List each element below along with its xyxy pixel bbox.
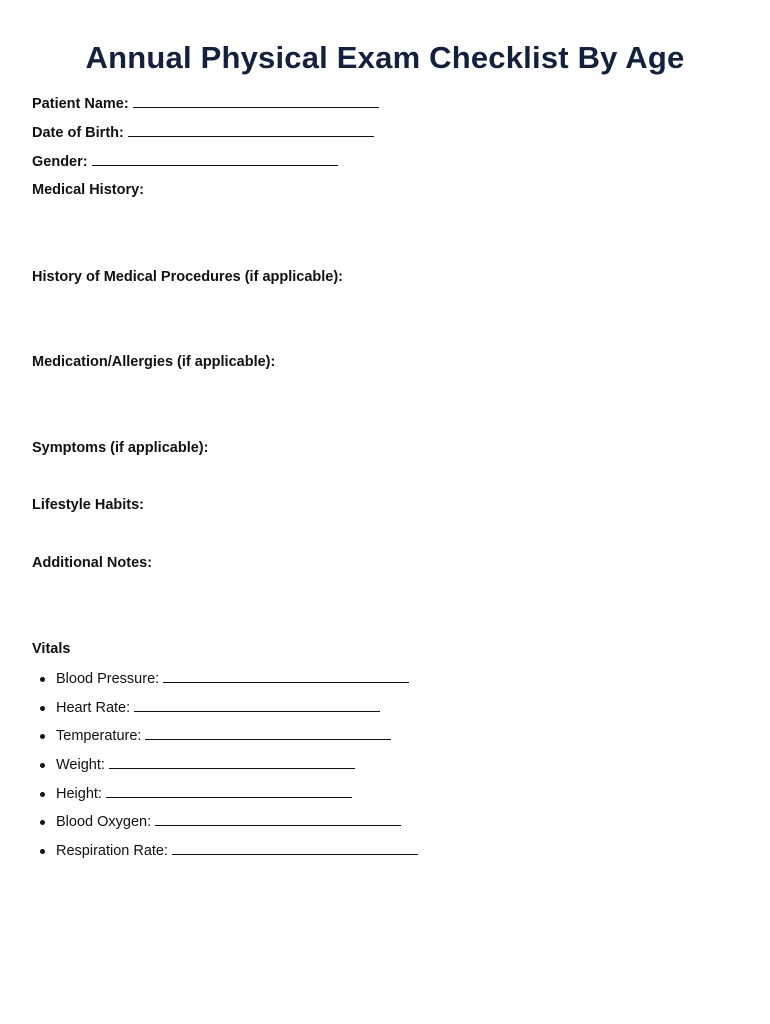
vitals-item-weight [32,756,418,785]
bullet-icon [40,706,45,711]
vitals-item-height [32,785,418,814]
vitals-list [32,670,418,871]
weight-blank[interactable] [109,756,355,769]
notes-heading: Additional Notes: [32,555,153,571]
date-of-birth-label: Date of Birth: [32,125,124,141]
vitals-label: Blood Oxygen: [56,814,152,831]
lifestyle-heading: Lifestyle Habits: [32,497,144,513]
date-of-birth-field [32,124,374,142]
vitals-item-temperature [32,727,418,756]
bullet-icon [40,677,45,682]
blood-pressure-blank[interactable] [163,670,409,683]
blood-oxygen-blank[interactable] [155,813,401,826]
gender-label: Gender: [32,154,88,170]
bullet-icon [40,734,45,739]
temperature-blank[interactable] [145,727,391,740]
medication-heading: Medication/Allergies (if applicable): [32,354,276,370]
gender-blank[interactable] [92,153,338,166]
patient-name-label: Patient Name: [32,96,129,112]
date-of-birth-blank[interactable] [128,124,374,137]
vitals-label: Heart Rate: [56,699,131,716]
bullet-icon [40,763,45,768]
gender-field [32,153,338,171]
vitals-label: Height: [56,785,102,802]
vitals-label: Respiration Rate: [56,843,169,860]
patient-name-field [32,95,379,113]
respiration-rate-blank[interactable] [172,842,418,855]
vitals-item-blood-oxygen [32,813,418,842]
vitals-heading: Vitals [32,641,71,657]
vitals-label: Blood Pressure: [56,671,160,687]
bullet-icon [40,849,45,854]
vitals-item-blood-pressure [32,670,418,699]
medical-history-heading: Medical History: [32,182,144,198]
page-title: Annual Physical Exam Checklist By Age [85,40,685,75]
heart-rate-blank[interactable] [134,699,380,712]
vitals-label: Temperature: [56,728,142,745]
bullet-icon [40,820,45,825]
bullet-icon [40,792,45,797]
vitals-label: Weight: [56,757,105,774]
symptoms-heading: Symptoms (if applicable): [32,440,209,456]
vitals-item-heart-rate [32,699,418,728]
procedures-heading: History of Medical Procedures (if applicable): [32,269,344,285]
patient-name-blank[interactable] [133,95,379,108]
height-blank[interactable] [106,785,352,798]
vitals-item-respiration-rate [32,842,418,871]
